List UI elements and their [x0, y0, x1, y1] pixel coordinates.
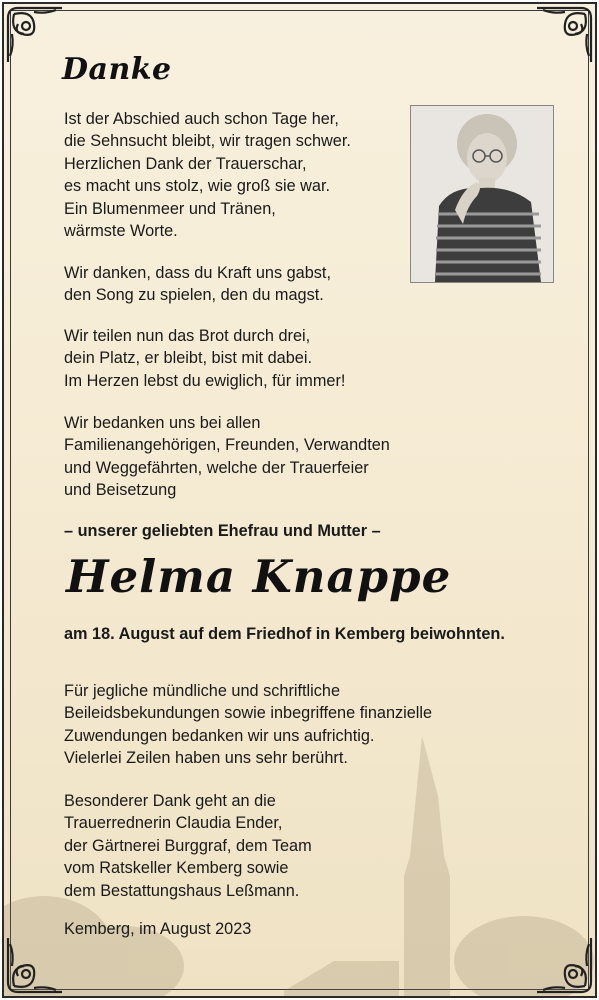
- poem-stanza-1: Ist der Abschied auch schon Tage her, die Sehnsucht bleibt, wir tragen schwer. Herzlichen Dank der Trauerschar, es macht uns stolz, wie groß sie war. Ein Blumenmeer und Tränen, wärmste Worte.: [64, 110, 351, 241]
- poem-stanza-3: Wir teilen nun das Brot durch drei, dein Platz, er bleibt, bist mit dabei. Im Herzen lebst du ewiglich, für immer!: [64, 327, 346, 390]
- ornament-corner-icon: [4, 934, 66, 996]
- poem-stanza-2: Wir danken, dass du Kraft uns gabst, den Song zu spielen, den du magst.: [64, 264, 331, 305]
- ornament-corner-icon: [533, 4, 595, 66]
- ornament-corner-icon: [533, 934, 595, 996]
- place-date: Kemberg, im August 2023: [64, 920, 252, 938]
- special-thanks-paragraph: Besonderer Dank geht an die Trauerrednerin Claudia Ender, der Gärtnerei Burggraf, dem Team vom Ratskeller Kemberg sowie dem Bestattungshaus Leßmann.: [64, 792, 312, 900]
- thanks-paragraph: Wir bedanken uns bei allen Familienangehörigen, Freunden, Verwandten und Weggefährten, welche der Trauerfeier und Beisetzung: [64, 414, 390, 500]
- deceased-name: Helma Knappe: [66, 550, 452, 603]
- funeral-date-line: am 18. August auf dem Friedhof in Kemberg beiwohnten.: [64, 625, 505, 643]
- obituary-card: [2, 2, 597, 998]
- heading-danke: Danke: [62, 52, 172, 87]
- portrait-illustration: [411, 106, 553, 282]
- ornament-corner-icon: [4, 4, 66, 66]
- condolence-paragraph: Für jegliche mündliche und schriftliche Beileidsbekundungen sowie inbegriffene finanzielle Zuwendungen bedanken wir uns aufrichtig. Vielerlei Zeilen haben uns sehr berührt.: [64, 682, 433, 768]
- subline: – unserer geliebten Ehefrau und Mutter –: [64, 522, 381, 540]
- portrait-photo: [410, 105, 554, 283]
